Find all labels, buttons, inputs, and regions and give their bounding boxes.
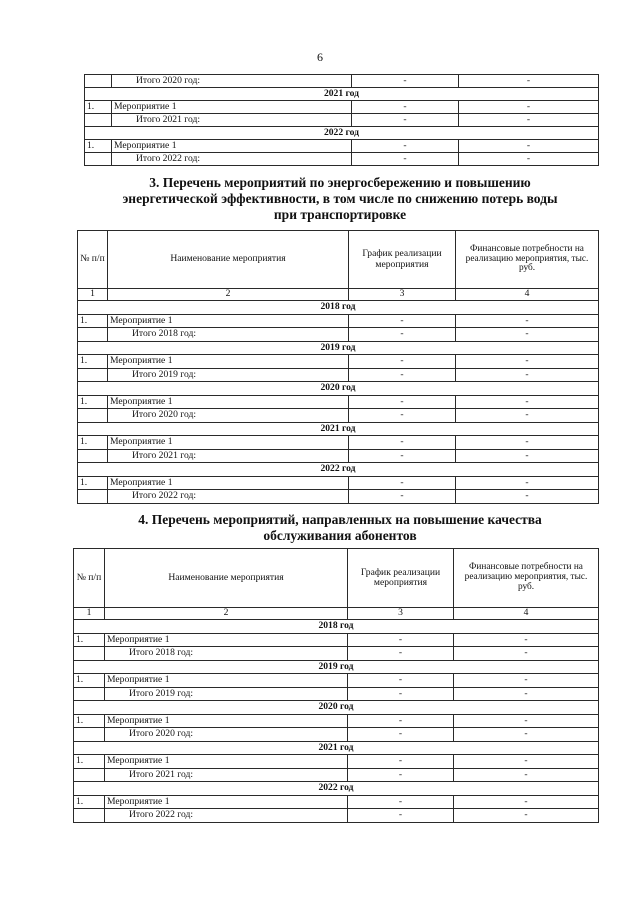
- year-row: [85, 88, 599, 101]
- header-name: Наименование мероприятия: [105, 549, 348, 608]
- year-label: 2021 год: [78, 422, 599, 436]
- year-label: 2020 год: [74, 701, 599, 715]
- finance-cell: -: [456, 328, 599, 342]
- table-row: [74, 795, 599, 809]
- finance-cell: -: [456, 436, 599, 450]
- table-row: [74, 674, 599, 688]
- year-row: [74, 660, 599, 674]
- table-row: [78, 395, 599, 409]
- measure-name: Мероприятие 1: [112, 140, 352, 153]
- col-number: 2: [105, 608, 348, 620]
- year-row: [78, 382, 599, 396]
- schedule-cell: -: [349, 368, 456, 382]
- total-label: Итого 2018 год:: [108, 328, 349, 342]
- total-label: Итого 2021 год:: [112, 114, 352, 127]
- total-label: Итого 2019 год:: [105, 687, 348, 701]
- total-label: Итого 2020 год:: [105, 728, 348, 742]
- table-row: [85, 140, 599, 153]
- total-row: [74, 809, 599, 823]
- row-number: [85, 75, 112, 88]
- row-number: [85, 114, 112, 127]
- section3-title: [80, 175, 600, 223]
- row-number: 1.: [74, 633, 105, 647]
- schedule-cell: -: [348, 647, 454, 661]
- row-number: 1.: [78, 436, 108, 450]
- total-row: [74, 647, 599, 661]
- year-label: 2021 год: [74, 741, 599, 755]
- year-label: 2019 год: [78, 341, 599, 355]
- row-number: [78, 368, 108, 382]
- table-row: [74, 755, 599, 769]
- finance-cell: -: [456, 355, 599, 369]
- finance-cell: -: [454, 714, 599, 728]
- year-label: 2019 год: [74, 660, 599, 674]
- year-label: 2022 год: [85, 127, 599, 140]
- schedule-cell: -: [348, 714, 454, 728]
- header-finance: Финансовые потребности на реализацию мероприятия, тыс. руб.: [456, 231, 599, 289]
- table-row: [78, 314, 599, 328]
- total-label: Итого 2021 год:: [105, 768, 348, 782]
- section3-title-line3: при транспортировке: [273, 207, 407, 222]
- row-number: 1.: [78, 355, 108, 369]
- table-row: [78, 436, 599, 450]
- total-label: Итого 2018 год:: [105, 647, 348, 661]
- finance-cell: -: [456, 395, 599, 409]
- schedule-cell: -: [349, 395, 456, 409]
- total-label: Итого 2021 год:: [108, 449, 349, 463]
- row-number: [85, 153, 112, 166]
- row-number: [78, 449, 108, 463]
- total-label: Итого 2022 год:: [112, 153, 352, 166]
- finance-cell: -: [456, 490, 599, 504]
- year-label: 2022 год: [74, 782, 599, 796]
- row-number: 1.: [74, 795, 105, 809]
- finance-cell: -: [456, 409, 599, 423]
- col-number: 4: [456, 289, 599, 301]
- schedule-cell: -: [349, 355, 456, 369]
- year-row: [74, 782, 599, 796]
- year-label: 2022 год: [78, 463, 599, 477]
- row-number: 1.: [78, 395, 108, 409]
- section3-title-line2: энергетической эффективности, в том числе по снижению потерь воды: [122, 191, 558, 206]
- section4-table: [73, 548, 599, 823]
- finance-cell: -: [459, 75, 599, 88]
- row-number: [78, 328, 108, 342]
- total-row: [85, 153, 599, 166]
- header-schedule: График реализации мероприятия: [349, 231, 456, 289]
- year-row: [78, 341, 599, 355]
- schedule-cell: -: [348, 674, 454, 688]
- table-row: [78, 355, 599, 369]
- measure-name: Мероприятие 1: [108, 355, 349, 369]
- row-number: 1.: [78, 314, 108, 328]
- total-row: [78, 368, 599, 382]
- year-row: [78, 301, 599, 315]
- schedule-cell: -: [348, 795, 454, 809]
- finance-cell: -: [454, 633, 599, 647]
- section1-tail-table: [84, 74, 599, 166]
- schedule-cell: -: [349, 449, 456, 463]
- total-label: Итого 2022 год:: [108, 490, 349, 504]
- table-row: [74, 714, 599, 728]
- finance-cell: -: [459, 153, 599, 166]
- year-row: [78, 422, 599, 436]
- total-row: [74, 768, 599, 782]
- total-label: Итого 2022 год:: [105, 809, 348, 823]
- row-number: [78, 409, 108, 423]
- section3-table: [77, 230, 599, 504]
- measure-name: Мероприятие 1: [108, 314, 349, 328]
- finance-cell: -: [456, 368, 599, 382]
- total-row: [74, 687, 599, 701]
- row-number: [74, 647, 105, 661]
- year-row: [78, 463, 599, 477]
- total-row: [85, 114, 599, 127]
- header-name: Наименование мероприятия: [108, 231, 349, 289]
- total-row: [78, 328, 599, 342]
- year-label: 2020 год: [78, 382, 599, 396]
- row-number: 1.: [85, 140, 112, 153]
- table-row: [74, 633, 599, 647]
- header-num: № п/п: [74, 549, 105, 608]
- finance-cell: -: [454, 795, 599, 809]
- row-number: [74, 768, 105, 782]
- total-label: Итого 2020 год:: [112, 75, 352, 88]
- finance-cell: -: [454, 674, 599, 688]
- total-label: Итого 2020 год:: [108, 409, 349, 423]
- header-num: № п/п: [78, 231, 108, 289]
- measure-name: Мероприятие 1: [105, 795, 348, 809]
- col-number: 4: [454, 608, 599, 620]
- page-number: 6: [317, 50, 323, 64]
- schedule-cell: -: [348, 768, 454, 782]
- measure-name: Мероприятие 1: [108, 395, 349, 409]
- measure-name: Мероприятие 1: [105, 674, 348, 688]
- schedule-cell: -: [352, 153, 459, 166]
- row-number: 1.: [85, 101, 112, 114]
- finance-cell: -: [456, 476, 599, 490]
- col-number: 2: [108, 289, 349, 301]
- year-row: [74, 620, 599, 634]
- finance-cell: -: [456, 449, 599, 463]
- schedule-cell: -: [348, 687, 454, 701]
- schedule-cell: -: [348, 809, 454, 823]
- row-number: [74, 728, 105, 742]
- schedule-cell: -: [352, 75, 459, 88]
- year-row: [74, 701, 599, 715]
- col-number: 1: [78, 289, 108, 301]
- header-schedule: График реализации мероприятия: [348, 549, 454, 608]
- col-number: 1: [74, 608, 105, 620]
- section4-title-line1: 4. Перечень мероприятий, направленных на повышение качества: [138, 512, 542, 527]
- row-number: [78, 490, 108, 504]
- row-number: 1.: [74, 755, 105, 769]
- col-number: 3: [349, 289, 456, 301]
- schedule-cell: -: [352, 101, 459, 114]
- schedule-cell: -: [349, 476, 456, 490]
- schedule-cell: -: [349, 314, 456, 328]
- table-row: [78, 476, 599, 490]
- total-label: Итого 2019 год:: [108, 368, 349, 382]
- finance-cell: -: [454, 755, 599, 769]
- measure-name: Мероприятие 1: [108, 436, 349, 450]
- row-number: 1.: [74, 714, 105, 728]
- finance-cell: -: [456, 314, 599, 328]
- total-row: [78, 449, 599, 463]
- finance-cell: -: [459, 114, 599, 127]
- schedule-cell: -: [349, 490, 456, 504]
- measure-name: Мероприятие 1: [112, 101, 352, 114]
- measure-name: Мероприятие 1: [108, 476, 349, 490]
- total-row: [85, 75, 599, 88]
- finance-cell: -: [454, 809, 599, 823]
- row-number: [74, 809, 105, 823]
- measure-name: Мероприятие 1: [105, 755, 348, 769]
- section4-title: [80, 512, 600, 544]
- finance-cell: -: [454, 728, 599, 742]
- table-row: [85, 101, 599, 114]
- schedule-cell: -: [349, 409, 456, 423]
- section3-title-line1: 3. Перечень мероприятий по энергосбережению и повышению: [149, 175, 531, 190]
- total-row: [74, 728, 599, 742]
- schedule-cell: -: [349, 436, 456, 450]
- schedule-cell: -: [352, 114, 459, 127]
- row-number: [74, 687, 105, 701]
- section4-title-line2: обслуживания абонентов: [263, 528, 417, 543]
- measure-name: Мероприятие 1: [105, 633, 348, 647]
- schedule-cell: -: [348, 755, 454, 769]
- row-number: 1.: [74, 674, 105, 688]
- finance-cell: -: [454, 768, 599, 782]
- finance-cell: -: [454, 647, 599, 661]
- schedule-cell: -: [349, 328, 456, 342]
- total-row: [78, 409, 599, 423]
- year-label: 2018 год: [74, 620, 599, 634]
- schedule-cell: -: [352, 140, 459, 153]
- measure-name: Мероприятие 1: [105, 714, 348, 728]
- year-label: 2021 год: [85, 88, 599, 101]
- finance-cell: -: [454, 687, 599, 701]
- finance-cell: -: [459, 101, 599, 114]
- header-finance: Финансовые потребности на реализацию мероприятия, тыс. руб.: [454, 549, 599, 608]
- finance-cell: -: [459, 140, 599, 153]
- total-row: [78, 490, 599, 504]
- year-label: 2018 год: [78, 301, 599, 315]
- year-row: [74, 741, 599, 755]
- col-number: 3: [348, 608, 454, 620]
- schedule-cell: -: [348, 633, 454, 647]
- year-row: [85, 127, 599, 140]
- schedule-cell: -: [348, 728, 454, 742]
- row-number: 1.: [78, 476, 108, 490]
